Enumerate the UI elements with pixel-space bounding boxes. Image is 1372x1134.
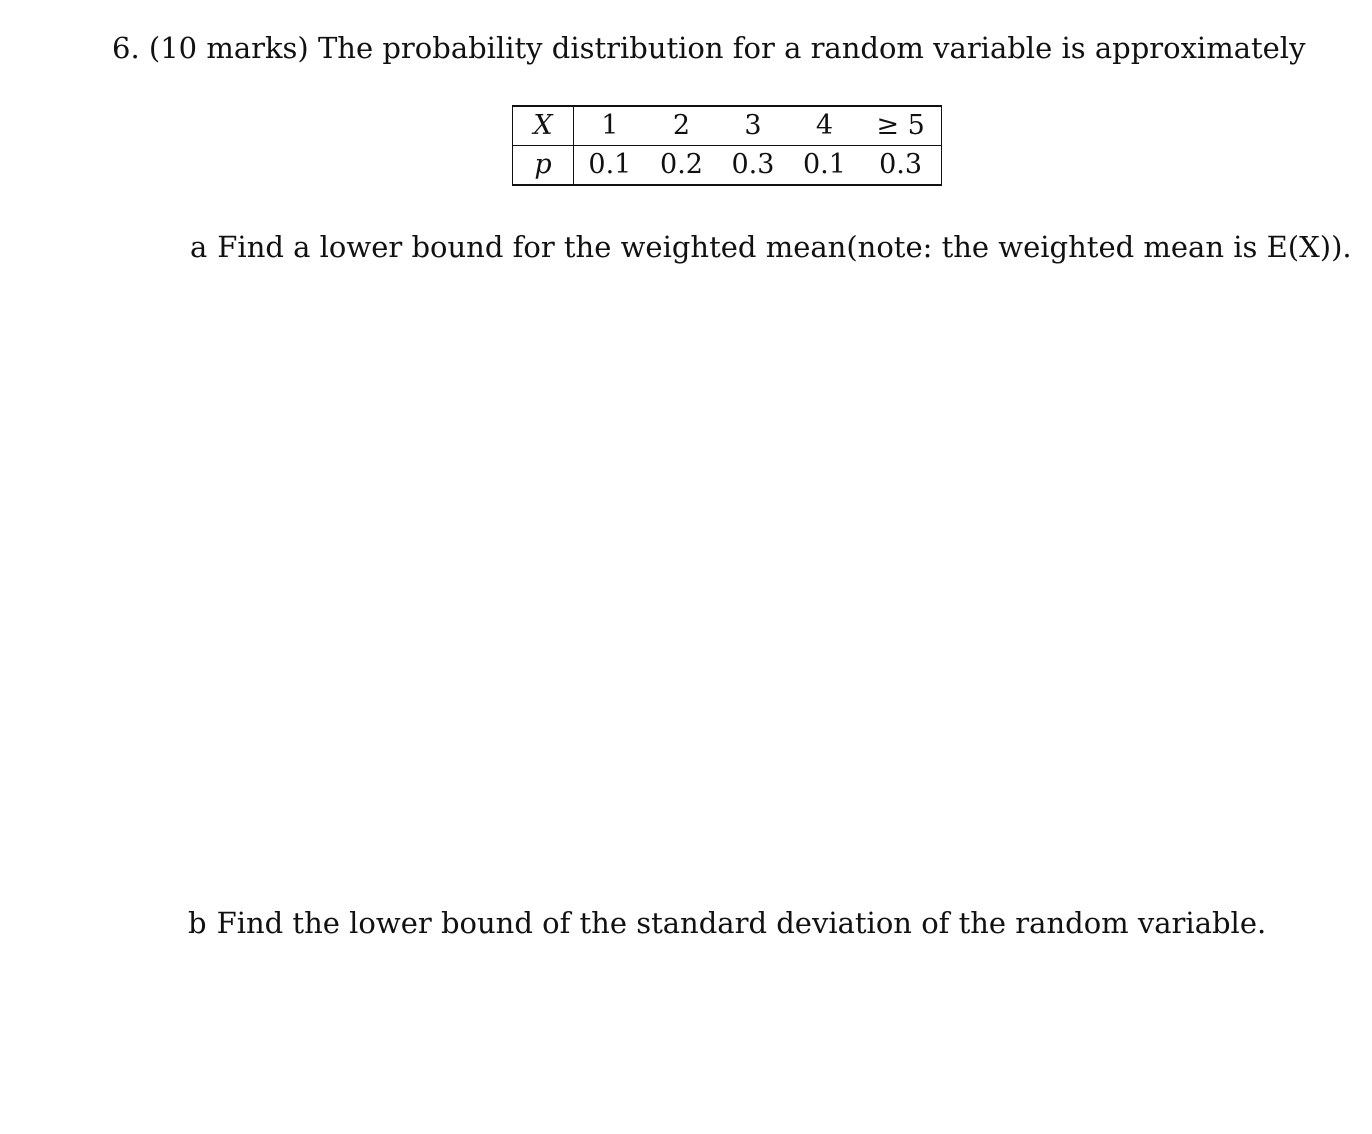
table-cell: 2 [672, 110, 691, 141]
question-header [112, 28, 1305, 68]
table-cell: 1 [601, 110, 619, 141]
table-cell: 0.1 [789, 146, 860, 186]
table-cell: ≥ 5 [860, 106, 941, 146]
part-a-text: Find a lower bound for the weighted mean(note: the weighted mean is E(X)). [217, 230, 1352, 264]
table-cell: 4 [815, 110, 833, 141]
part-b [188, 903, 1266, 943]
row-label-p: p [513, 146, 574, 186]
question-marks: (10 marks) [148, 31, 309, 65]
question-number: 6. [112, 31, 140, 65]
table-cell: 0.1 [574, 146, 646, 186]
table-cell: 0.2 [646, 146, 717, 186]
part-b-text: Find the lower bound of the standard deviation of the random variable. [216, 906, 1267, 940]
question-text: The probability distribution for a random variable is approximately [317, 31, 1306, 65]
table-cell: 3 [744, 110, 762, 141]
probability-distribution-table [512, 105, 942, 186]
part-a-letter: a [190, 230, 208, 264]
table-row-x [513, 106, 942, 146]
part-b-letter: b [188, 906, 207, 940]
table-cell: 0.3 [717, 146, 788, 186]
table-cell: 0.3 [860, 146, 941, 186]
part-a [190, 227, 1352, 267]
row-label-x: X [513, 106, 574, 146]
table-row-p [513, 146, 942, 186]
